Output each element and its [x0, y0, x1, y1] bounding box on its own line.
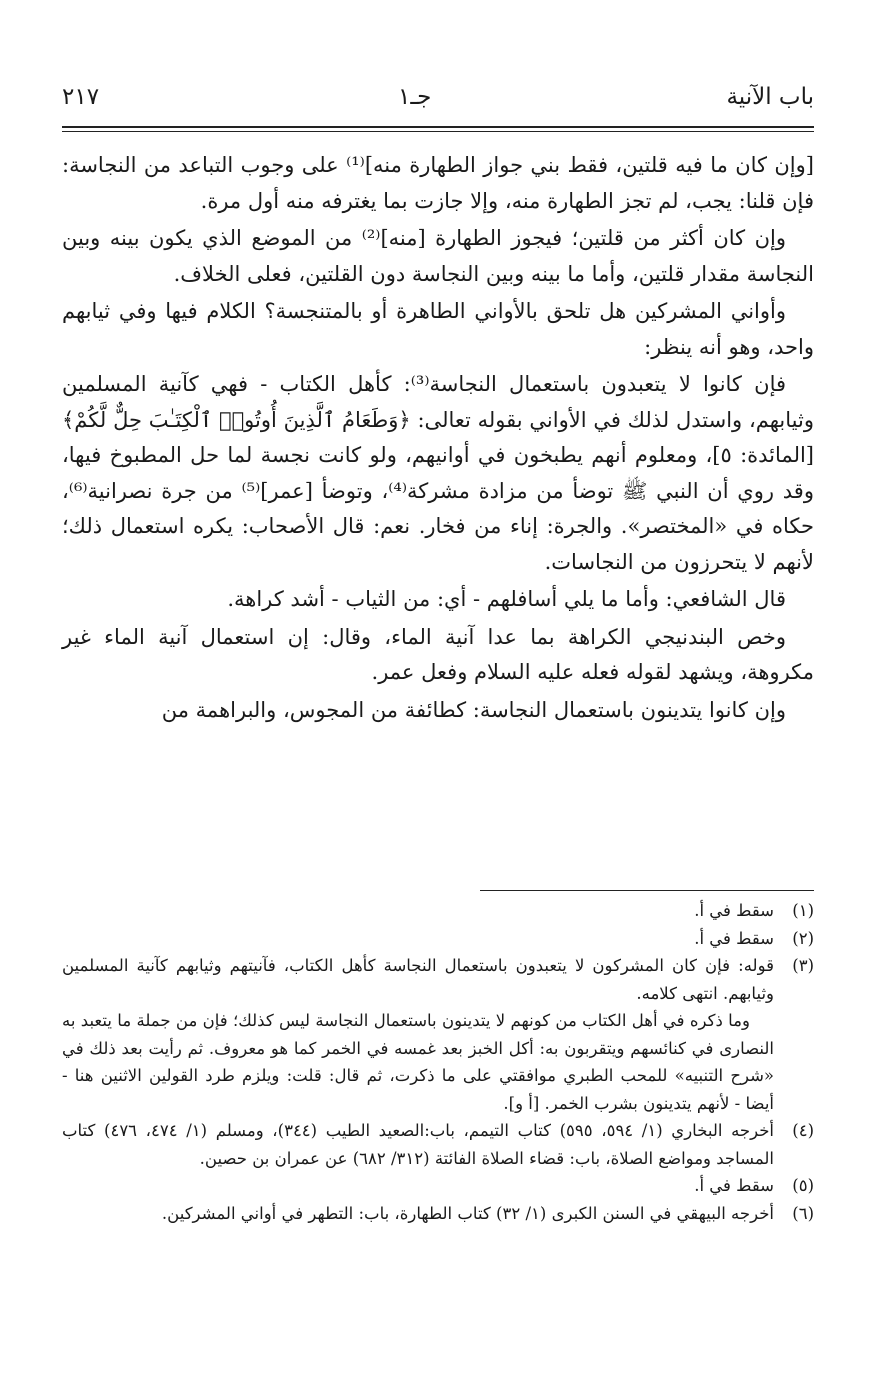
- footnote-text: أخرجه البخاري (١/ ٥٩٤، ٥٩٥) كتاب التيمم، باب:الصعيد الطيب (٣٤٤)، ومسلم (١/ ٤٧٤، ٤٧٦) كتاب المساجد ومواضع الصلاة، باب: قضاء الصلاة الفائتة (٣١٢/ ٦٨٢) عن عمران بن حصين.: [62, 1121, 774, 1168]
- footnote-number: (٥): [792, 1176, 814, 1195]
- footnote-number: (٣): [792, 956, 814, 975]
- volume-label: جـ١: [398, 84, 432, 110]
- main-text: [62, 148, 814, 730]
- chapter-title: باب الآنية: [726, 84, 814, 110]
- running-header: [62, 84, 814, 124]
- paragraph: وإن كان أكثر من قلتين؛ فيجوز الطهارة [منه]⁽²⁾ من الموضع الذي يكون بينه وبين النجاسة مقدار قلتين، وأما ما بينه وبين النجاسة دون القلتين، فعلى الخلاف.: [62, 226, 814, 286]
- footnote: [62, 1172, 814, 1200]
- footnote-text: قوله: فإن كان المشركون لا يتعبدون باستعمال النجاسة كأهل الكتاب، فآنيتهم وثيابهم كآنية المسلمين وثيابهم. انتهى كلامه.: [62, 956, 774, 1003]
- footnote: [62, 897, 814, 925]
- footnote: [62, 1117, 814, 1172]
- paragraph: فإن كانوا لا يتعبدون باستعمال النجاسة⁽³⁾: كأهل الكتاب - فهي كآنية المسلمين وثيابهم، واستدل لذلك في الأواني بقوله تعالى: ﴿وَطَعَامُ ٱلَّذِينَ أُوتُوا۟ ٱلْكِتَـٰبَ حِلٌّ لَّكُمْ﴾ [المائدة: ٥]، ومعلوم أنهم يطبخون في أوانيهم، ولو كانت نجسة لما حل المطبوخ فيها، وقد روي أن النبي ﷺ توضأ من مزادة مشركة⁽⁴⁾، وتوضأ [عمر]⁽⁵⁾ من جرة نصرانية⁽⁶⁾، حكاه في «المختصر». والجرة: إناء من فخار. نعم: قال الأصحاب: يكره استعمال ذلك؛ لأنهم لا يتحرزون من النجاسات.: [62, 372, 814, 574]
- footnote-text: سقط في أ.: [694, 928, 774, 948]
- footnote-number: (٤): [792, 1121, 814, 1140]
- paragraph: قال الشافعي: وأما ما يلي أسافلهم - أي: من الثياب - أشد كراهة.: [227, 587, 786, 611]
- paragraph: وخص البندنيجي الكراهة بما عدا آنية الماء، وقال: إن استعمال آنية الماء غير مكروهة، ويشهد لقوله فعله عليه السلام وفعل عمر.: [62, 624, 814, 684]
- footnote-separator: [480, 890, 814, 891]
- footnote-text: سقط في أ.: [694, 901, 774, 920]
- footnote-text: سقط في أ.: [694, 1176, 774, 1195]
- footnote-text: أخرجه البيهقي في السنن الكبرى (١/ ٣٢) كتاب الطهارة، باب: التطهر في أواني المشركين.: [161, 1203, 774, 1223]
- page-number: ٢١٧: [62, 84, 100, 110]
- footnote: [62, 925, 814, 953]
- footnote: [62, 1200, 814, 1228]
- header-rule-thin: [62, 131, 814, 132]
- footnotes: [62, 897, 814, 1227]
- footnote-number: (٢): [792, 928, 814, 948]
- footnote-number: (٦): [792, 1203, 814, 1223]
- paragraph: [وإن كان ما فيه قلتين، فقط بني جواز الطهارة منه]⁽¹⁾ على وجوب التباعد من النجاسة: فإن قلنا: يجب، لم تجز الطهارة منه، وإلا جازت بما يغترفه منه أول مرة.: [62, 153, 814, 213]
- paragraph: وأواني المشركين هل تلحق بالأواني الطاهرة أو بالمتنجسة؟ الكلام فيها وفي ثيابهم واحد، وهو أنه ينظر:: [62, 299, 814, 359]
- paragraph: وإن كانوا يتدينون باستعمال النجاسة: كطائفة من المجوس، والبراهمة من: [161, 697, 786, 722]
- footnote: [62, 952, 814, 1007]
- footnote-number: (١): [792, 901, 814, 920]
- footnote-continuation: وما ذكره في أهل الكتاب من كونهم لا يتدينون باستعمال النجاسة ليس كذلك؛ فإن من جملة ما يتعبد به النصارى في كنائسهم ويتقربون به: أكل الخبز بعد غمسه في الخمر كما هو معروف. ثم رأيت بعد ذلك في «شرح التنبيه» للمحب الطبري موافقتي على ما ذكرت، ثم قال: قلت: ويلزم طرد القولين الاثنين هنا - أيضا - لأنهم يتدينون بشرب الخمر. [أ و].: [62, 1011, 774, 1113]
- header-rule-thick: [62, 126, 814, 128]
